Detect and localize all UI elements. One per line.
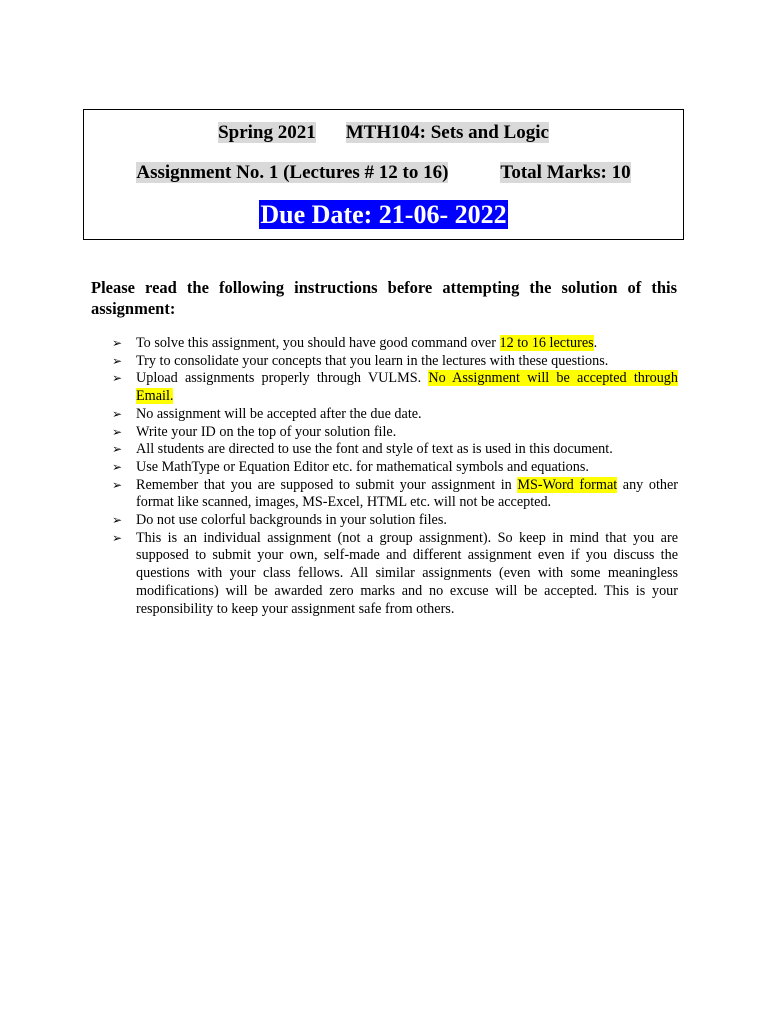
list-item: ➢ Use MathType or Equation Editor etc. for mathematical symbols and equations. (112, 458, 589, 475)
list-item: ➢ Remember that you are supposed to submit your assignment in MS-Word format any other format like scanned, images, MS-Excel, HTML etc. will not be accepted. (112, 476, 679, 511)
list-item: ➢ Do not use colorful backgrounds in your solution files. (112, 512, 447, 529)
instructions-heading: Please read the following instructions before attempting the solution of this assignment: (91, 278, 677, 318)
header-line-assignment (84, 161, 683, 185)
arrowhead-bullet-icon: ➢ (112, 477, 123, 492)
arrowhead-bullet-icon: ➢ (112, 336, 123, 350)
highlighted-text: No Assignment will be accepted through Email. (136, 370, 678, 405)
arrowhead-bullet-icon: ➢ (112, 371, 123, 386)
arrowhead-bullet-icon: ➢ (112, 530, 123, 545)
list-item: ➢ To solve this assignment, you should have good command over 12 to 16 lectures. (112, 335, 598, 351)
due-date-line (84, 199, 683, 231)
arrowhead-bullet-icon: ➢ (112, 424, 123, 439)
list-item: ➢ Write your ID on the top of your solution file. (112, 423, 397, 440)
semester-label: Spring 2021 (218, 122, 316, 143)
arrowhead-bullet-icon: ➢ (112, 353, 123, 368)
due-date: Due Date: 21-06- 2022 (260, 200, 507, 229)
assignment-number: Assignment No. 1 (Lectures # 12 to 16) (136, 162, 449, 183)
instructions-list (112, 335, 678, 618)
course-title: MTH104: Sets and Logic (345, 122, 549, 143)
arrowhead-bullet-icon: ➢ (112, 406, 123, 421)
highlighted-text: MS-Word format (517, 476, 618, 493)
list-item: ➢ All students are directed to use the font and style of text as is used in this document. (112, 441, 613, 458)
list-item: ➢ Upload assignments properly through VULMS. No Assignment will be accepted through Email. (112, 370, 678, 405)
highlighted-text: 12 to 16 lectures (499, 335, 594, 351)
header-line-course (84, 121, 683, 145)
total-marks: Total Marks: 10 (500, 162, 631, 183)
list-item: ➢ No assignment will be accepted after the due date. (112, 405, 422, 422)
arrowhead-bullet-icon: ➢ (112, 513, 123, 528)
list-item: ➢ Try to consolidate your concepts that you learn in the lectures with these questions. (112, 352, 609, 369)
arrowhead-bullet-icon: ➢ (112, 442, 123, 457)
assignment-header-box (83, 109, 684, 240)
list-item: ➢ This is an individual assignment (not a group assignment). So keep in mind that you are supposed to submit your own, self-made and different assignment even if you discuss the questions with your class fellows. All similar assignments (even with some meaningless modifications) will be awarded zero marks and no excuse will be accepted. This is your responsibility to keep your assignment safe from others. (112, 529, 678, 617)
arrowhead-bullet-icon: ➢ (112, 459, 123, 474)
